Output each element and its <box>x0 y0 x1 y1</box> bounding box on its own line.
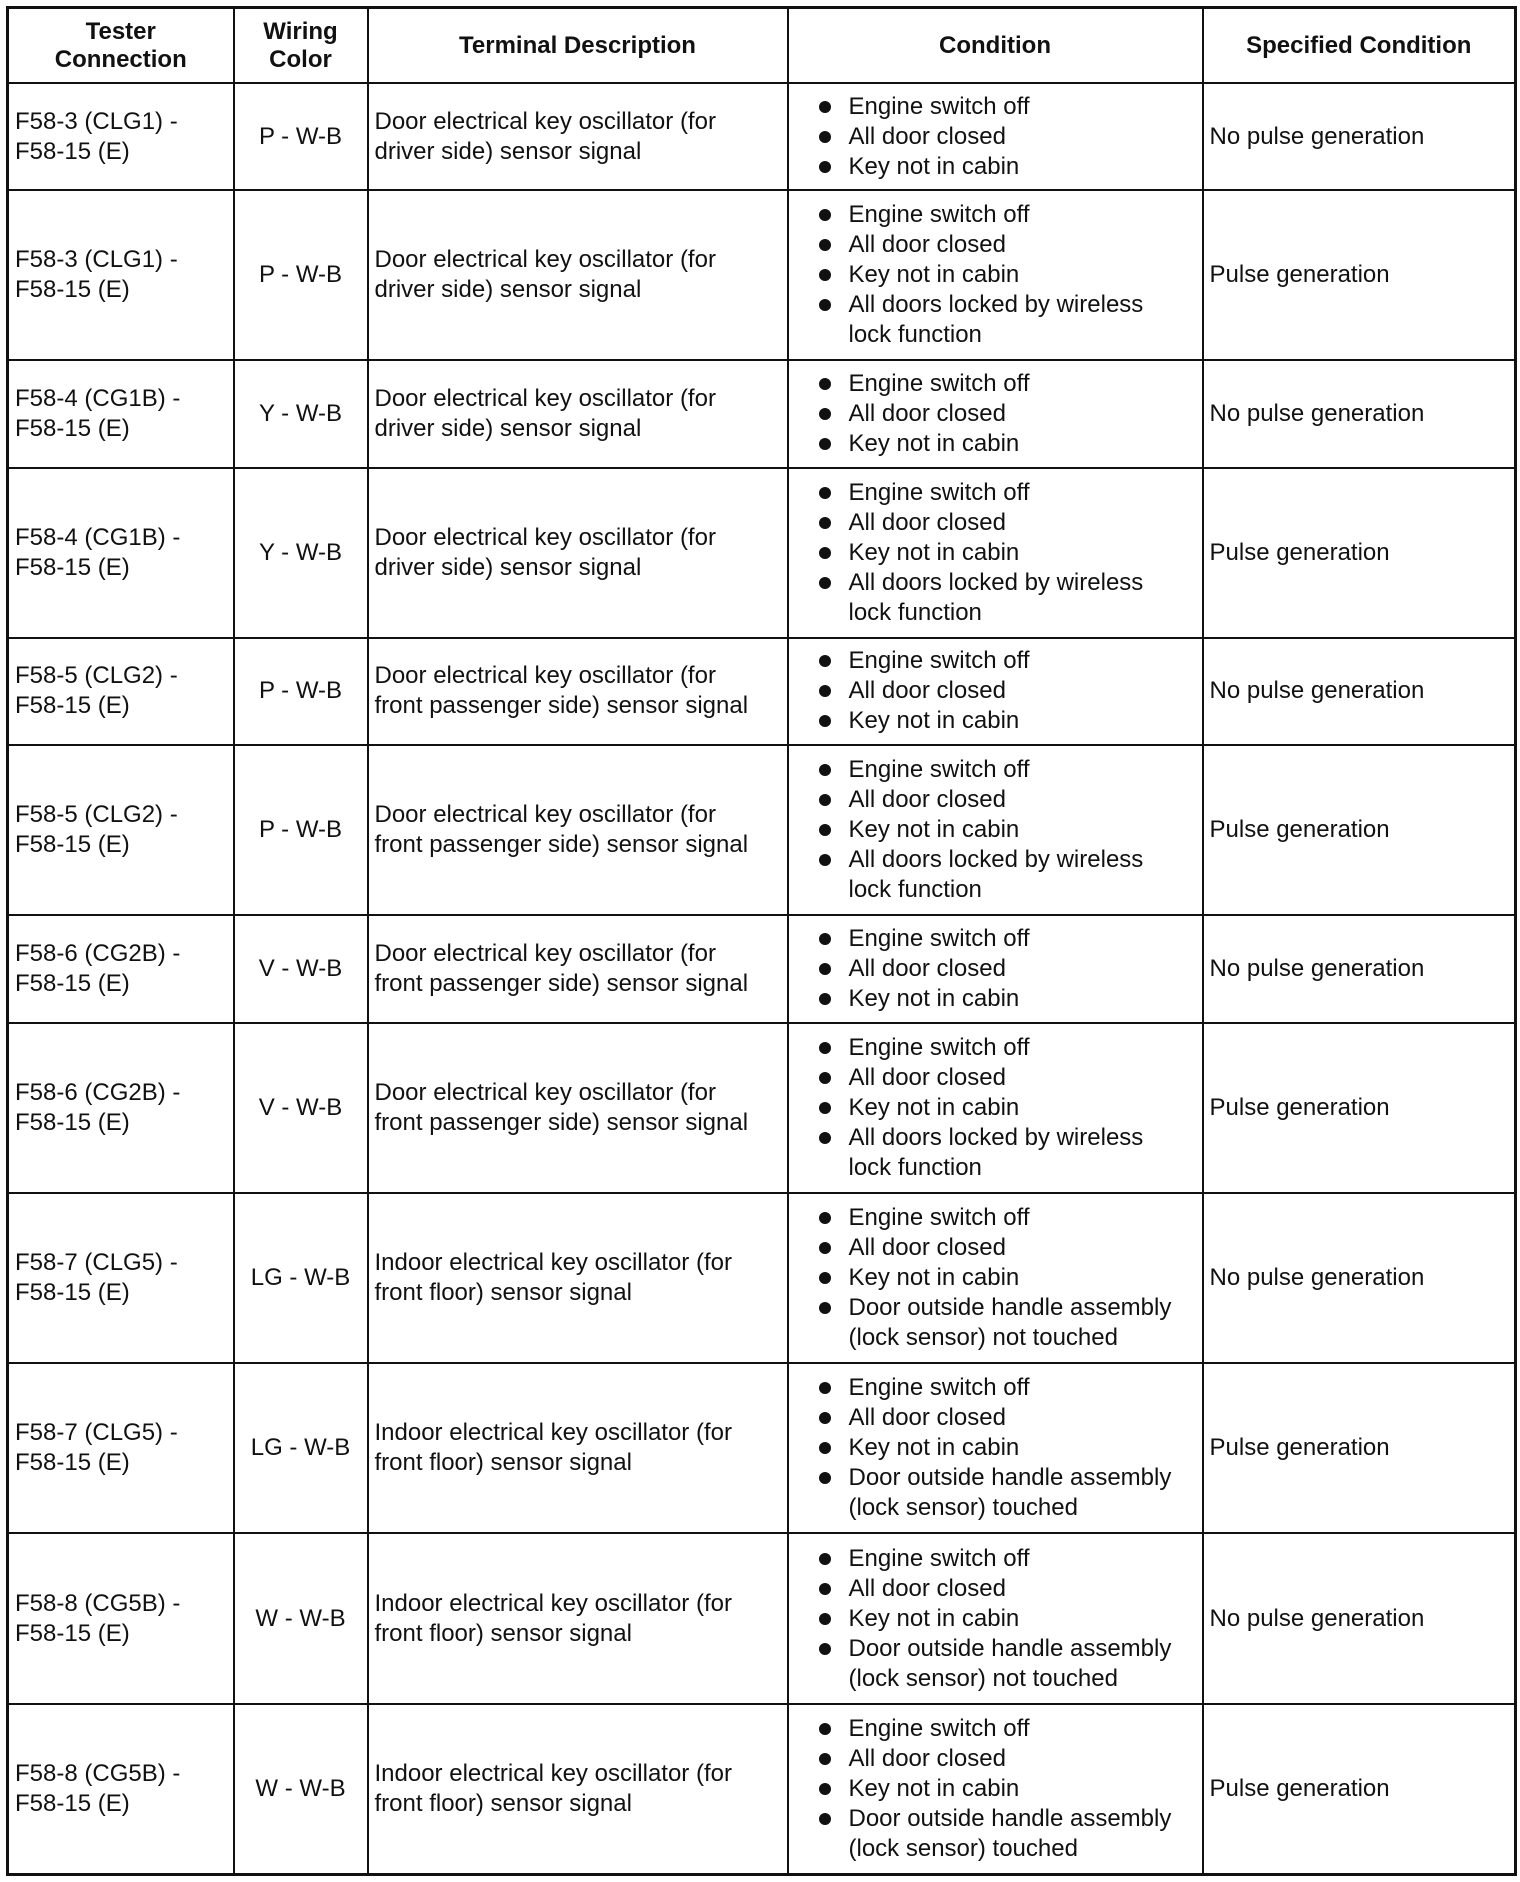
tester-connection-cell <box>8 745 234 915</box>
tester-connection-line: F58-15 (E) <box>15 831 130 859</box>
table-row <box>8 190 1516 360</box>
condition-item: Engine switch off <box>819 924 1196 954</box>
condition-item: Key not in cabin <box>819 260 1196 290</box>
header-tester-connection <box>8 8 234 84</box>
terminal-inspection-table <box>6 6 1517 1876</box>
condition-item: Key not in cabin <box>819 429 1196 459</box>
condition-item: Key not in cabin <box>819 538 1196 568</box>
tester-connection-line: F58-8 (CG5B) - <box>15 1589 181 1617</box>
tester-connection-line: F58-7 (CLG5) - <box>15 1248 178 1276</box>
tester-connection-cell <box>8 468 234 638</box>
condition-list <box>795 924 1196 1014</box>
condition-item-line: All doors locked by wireless <box>848 291 1144 319</box>
condition-item: All door closed <box>819 1063 1196 1093</box>
tester-connection-cell <box>8 638 234 745</box>
condition-item-line: (lock sensor) not touched <box>848 1664 1118 1692</box>
tester-connection-line: F58-15 (E) <box>15 1449 130 1477</box>
condition-list <box>795 1544 1196 1694</box>
condition-item: Key not in cabin <box>819 1774 1196 1804</box>
condition-item <box>819 845 1196 905</box>
tester-connection-line: F58-15 (E) <box>15 1108 130 1136</box>
condition-item: Key not in cabin <box>819 815 1196 845</box>
condition-item: Key not in cabin <box>819 152 1196 182</box>
terminal-description-line: Indoor electrical key oscillator (for <box>374 1419 732 1447</box>
condition-cell <box>788 1023 1203 1193</box>
specified-condition-cell: Pulse generation <box>1203 190 1516 360</box>
condition-cell <box>788 915 1203 1022</box>
header-tester-line-1: Tester <box>85 17 156 45</box>
condition-list <box>795 1373 1196 1523</box>
terminal-description-line: front passenger side) sensor signal <box>374 1108 749 1136</box>
table-row <box>8 468 1516 638</box>
table-row <box>8 1533 1516 1703</box>
condition-list <box>795 478 1196 628</box>
condition-cell <box>788 190 1203 360</box>
condition-item <box>819 1804 1196 1864</box>
condition-item-line: Door outside handle assembly <box>848 1804 1172 1832</box>
terminal-description-line: Door electrical key oscillator (for <box>374 1078 716 1106</box>
condition-item: All door closed <box>819 1233 1196 1263</box>
tester-connection-line: F58-15 (E) <box>15 137 130 165</box>
condition-item: All door closed <box>819 1574 1196 1604</box>
terminal-description-line: driver side) sensor signal <box>374 553 642 581</box>
table-row <box>8 1193 1516 1363</box>
tester-connection-line: F58-3 (CLG1) - <box>15 246 178 274</box>
condition-item-line: lock function <box>848 1153 982 1181</box>
tester-connection-line: F58-4 (CG1B) - <box>15 523 181 551</box>
condition-list <box>795 1714 1196 1864</box>
condition-cell <box>788 360 1203 467</box>
wiring-color-cell: P - W-B <box>234 638 368 745</box>
condition-item <box>819 1123 1196 1183</box>
condition-item: Key not in cabin <box>819 984 1196 1014</box>
condition-item: All door closed <box>819 122 1196 152</box>
table-row <box>8 915 1516 1022</box>
condition-cell <box>788 468 1203 638</box>
condition-item: All door closed <box>819 1744 1196 1774</box>
condition-item-line: lock function <box>848 876 982 904</box>
specified-condition-cell: No pulse generation <box>1203 1193 1516 1363</box>
table-row <box>8 638 1516 745</box>
condition-item: All door closed <box>819 1403 1196 1433</box>
wiring-color-cell: Y - W-B <box>234 468 368 638</box>
condition-item <box>819 290 1196 350</box>
tester-connection-line: F58-3 (CLG1) - <box>15 107 178 135</box>
tester-connection-line: F58-5 (CLG2) - <box>15 801 178 829</box>
terminal-description-line: Indoor electrical key oscillator (for <box>374 1759 732 1787</box>
condition-item: Engine switch off <box>819 1033 1196 1063</box>
tester-connection-line: F58-15 (E) <box>15 1619 130 1647</box>
terminal-description-cell <box>368 83 788 190</box>
terminal-description-cell <box>368 1533 788 1703</box>
tester-connection-cell <box>8 1363 234 1533</box>
tester-connection-line: F58-15 (E) <box>15 1789 130 1817</box>
header-wiring-line-2: Color <box>269 45 332 73</box>
wiring-color-cell: LG - W-B <box>234 1363 368 1533</box>
condition-cell <box>788 1704 1203 1875</box>
condition-item: Engine switch off <box>819 478 1196 508</box>
condition-item-line: lock function <box>848 321 982 349</box>
condition-item: Key not in cabin <box>819 1263 1196 1293</box>
tester-connection-cell <box>8 1023 234 1193</box>
tester-connection-cell <box>8 360 234 467</box>
terminal-description-line: front floor) sensor signal <box>374 1278 632 1306</box>
condition-item: Engine switch off <box>819 1203 1196 1233</box>
tester-connection-line: F58-15 (E) <box>15 692 130 720</box>
specified-condition-cell: Pulse generation <box>1203 745 1516 915</box>
condition-item: Engine switch off <box>819 1714 1196 1744</box>
condition-item-line: All doors locked by wireless <box>848 846 1144 874</box>
condition-item: Key not in cabin <box>819 706 1196 736</box>
specified-condition-cell: No pulse generation <box>1203 915 1516 1022</box>
tester-connection-line: F58-6 (CG2B) - <box>15 939 181 967</box>
condition-item-line: lock function <box>848 598 982 626</box>
wiring-color-cell: W - W-B <box>234 1704 368 1875</box>
wiring-color-cell: W - W-B <box>234 1533 368 1703</box>
wiring-color-cell: P - W-B <box>234 190 368 360</box>
condition-item: Engine switch off <box>819 755 1196 785</box>
specified-condition-cell: No pulse generation <box>1203 360 1516 467</box>
wiring-color-cell: Y - W-B <box>234 360 368 467</box>
header-condition: Condition <box>788 8 1203 84</box>
condition-list <box>795 369 1196 459</box>
condition-item: Engine switch off <box>819 646 1196 676</box>
condition-item-line: Door outside handle assembly <box>848 1464 1172 1492</box>
tester-connection-line: F58-15 (E) <box>15 415 130 443</box>
terminal-description-line: front passenger side) sensor signal <box>374 969 749 997</box>
terminal-description-cell <box>368 468 788 638</box>
terminal-description-line: Door electrical key oscillator (for <box>374 939 716 967</box>
condition-item-line: All doors locked by wireless <box>848 1123 1144 1151</box>
condition-list <box>795 1033 1196 1183</box>
condition-item-line: Door outside handle assembly <box>848 1634 1172 1662</box>
condition-item: Engine switch off <box>819 92 1196 122</box>
table-row <box>8 1023 1516 1193</box>
terminal-description-cell <box>368 1193 788 1363</box>
terminal-description-cell <box>368 1363 788 1533</box>
condition-cell <box>788 1193 1203 1363</box>
tester-connection-line: F58-15 (E) <box>15 276 130 304</box>
terminal-description-cell <box>368 915 788 1022</box>
terminal-description-line: Door electrical key oscillator (for <box>374 801 716 829</box>
terminal-description-line: Indoor electrical key oscillator (for <box>374 1248 732 1276</box>
specified-condition-cell: Pulse generation <box>1203 1023 1516 1193</box>
terminal-description-line: front floor) sensor signal <box>374 1449 632 1477</box>
tester-connection-line: F58-8 (CG5B) - <box>15 1759 181 1787</box>
condition-list <box>795 92 1196 182</box>
condition-item: Key not in cabin <box>819 1604 1196 1634</box>
condition-item <box>819 1634 1196 1694</box>
wiring-color-cell: LG - W-B <box>234 1193 368 1363</box>
condition-cell <box>788 1533 1203 1703</box>
condition-cell <box>788 1363 1203 1533</box>
condition-item: All door closed <box>819 954 1196 984</box>
table-row <box>8 83 1516 190</box>
terminal-description-line: Door electrical key oscillator (for <box>374 246 716 274</box>
table-row <box>8 745 1516 915</box>
table-row <box>8 360 1516 467</box>
tester-connection-line: F58-7 (CLG5) - <box>15 1419 178 1447</box>
condition-item <box>819 1463 1196 1523</box>
condition-item-line: All doors locked by wireless <box>848 568 1144 596</box>
condition-item <box>819 1293 1196 1353</box>
condition-item: Engine switch off <box>819 200 1196 230</box>
condition-item: Engine switch off <box>819 1373 1196 1403</box>
table-body <box>8 83 1516 1875</box>
tester-connection-line: F58-5 (CLG2) - <box>15 662 178 690</box>
wiring-color-cell: V - W-B <box>234 1023 368 1193</box>
condition-item: Key not in cabin <box>819 1433 1196 1463</box>
specified-condition-cell: No pulse generation <box>1203 1533 1516 1703</box>
tester-connection-line: F58-15 (E) <box>15 553 130 581</box>
tester-connection-cell <box>8 190 234 360</box>
tester-connection-cell <box>8 1704 234 1875</box>
terminal-description-line: Door electrical key oscillator (for <box>374 523 716 551</box>
tester-connection-cell <box>8 83 234 190</box>
condition-item-line: (lock sensor) not touched <box>848 1323 1118 1351</box>
specified-condition-cell: Pulse generation <box>1203 468 1516 638</box>
header-wiring-line-1: Wiring <box>263 17 338 45</box>
tester-connection-line: F58-15 (E) <box>15 969 130 997</box>
wiring-color-cell: P - W-B <box>234 745 368 915</box>
tester-connection-line: F58-4 (CG1B) - <box>15 385 181 413</box>
condition-list <box>795 755 1196 905</box>
terminal-description-line: Door electrical key oscillator (for <box>374 662 716 690</box>
condition-item-line: Door outside handle assembly <box>848 1293 1172 1321</box>
terminal-description-cell <box>368 190 788 360</box>
tester-connection-cell <box>8 915 234 1022</box>
terminal-description-cell <box>368 1023 788 1193</box>
specified-condition-cell: Pulse generation <box>1203 1704 1516 1875</box>
condition-list <box>795 200 1196 350</box>
tester-connection-line: F58-6 (CG2B) - <box>15 1078 181 1106</box>
header-wiring-color <box>234 8 368 84</box>
condition-item: Engine switch off <box>819 1544 1196 1574</box>
terminal-description-line: front passenger side) sensor signal <box>374 831 749 859</box>
condition-cell <box>788 83 1203 190</box>
header-specified-condition: Specified Condition <box>1203 8 1516 84</box>
condition-list <box>795 1203 1196 1353</box>
header-tester-line-2: Connection <box>54 45 187 73</box>
terminal-description-cell <box>368 638 788 745</box>
condition-item-line: (lock sensor) touched <box>848 1834 1078 1862</box>
condition-item: All door closed <box>819 230 1196 260</box>
terminal-description-cell <box>368 360 788 467</box>
table-row <box>8 1704 1516 1875</box>
terminal-description-line: front passenger side) sensor signal <box>374 692 749 720</box>
condition-item: All door closed <box>819 508 1196 538</box>
specified-condition-cell: No pulse generation <box>1203 83 1516 190</box>
condition-cell <box>788 745 1203 915</box>
header-terminal-description: Terminal Description <box>368 8 788 84</box>
condition-list <box>795 646 1196 736</box>
specified-condition-cell: Pulse generation <box>1203 1363 1516 1533</box>
terminal-description-line: driver side) sensor signal <box>374 137 642 165</box>
condition-item <box>819 568 1196 628</box>
terminal-description-line: Door electrical key oscillator (for <box>374 107 716 135</box>
terminal-description-cell <box>368 745 788 915</box>
condition-item: All door closed <box>819 399 1196 429</box>
condition-item: Engine switch off <box>819 369 1196 399</box>
condition-cell <box>788 638 1203 745</box>
terminal-description-line: Door electrical key oscillator (for <box>374 385 716 413</box>
condition-item-line: (lock sensor) touched <box>848 1494 1078 1522</box>
wiring-color-cell: P - W-B <box>234 83 368 190</box>
terminal-description-line: driver side) sensor signal <box>374 276 642 304</box>
wiring-color-cell: V - W-B <box>234 915 368 1022</box>
tester-connection-cell <box>8 1533 234 1703</box>
terminal-description-line: front floor) sensor signal <box>374 1789 632 1817</box>
terminal-description-cell <box>368 1704 788 1875</box>
terminal-description-line: front floor) sensor signal <box>374 1619 632 1647</box>
tester-connection-line: F58-15 (E) <box>15 1278 130 1306</box>
tester-connection-cell <box>8 1193 234 1363</box>
header-row <box>8 8 1516 84</box>
table-row <box>8 1363 1516 1533</box>
condition-item: Key not in cabin <box>819 1093 1196 1123</box>
specified-condition-cell: No pulse generation <box>1203 638 1516 745</box>
terminal-description-line: Indoor electrical key oscillator (for <box>374 1589 732 1617</box>
condition-item: All door closed <box>819 676 1196 706</box>
terminal-description-line: driver side) sensor signal <box>374 415 642 443</box>
condition-item: All door closed <box>819 785 1196 815</box>
